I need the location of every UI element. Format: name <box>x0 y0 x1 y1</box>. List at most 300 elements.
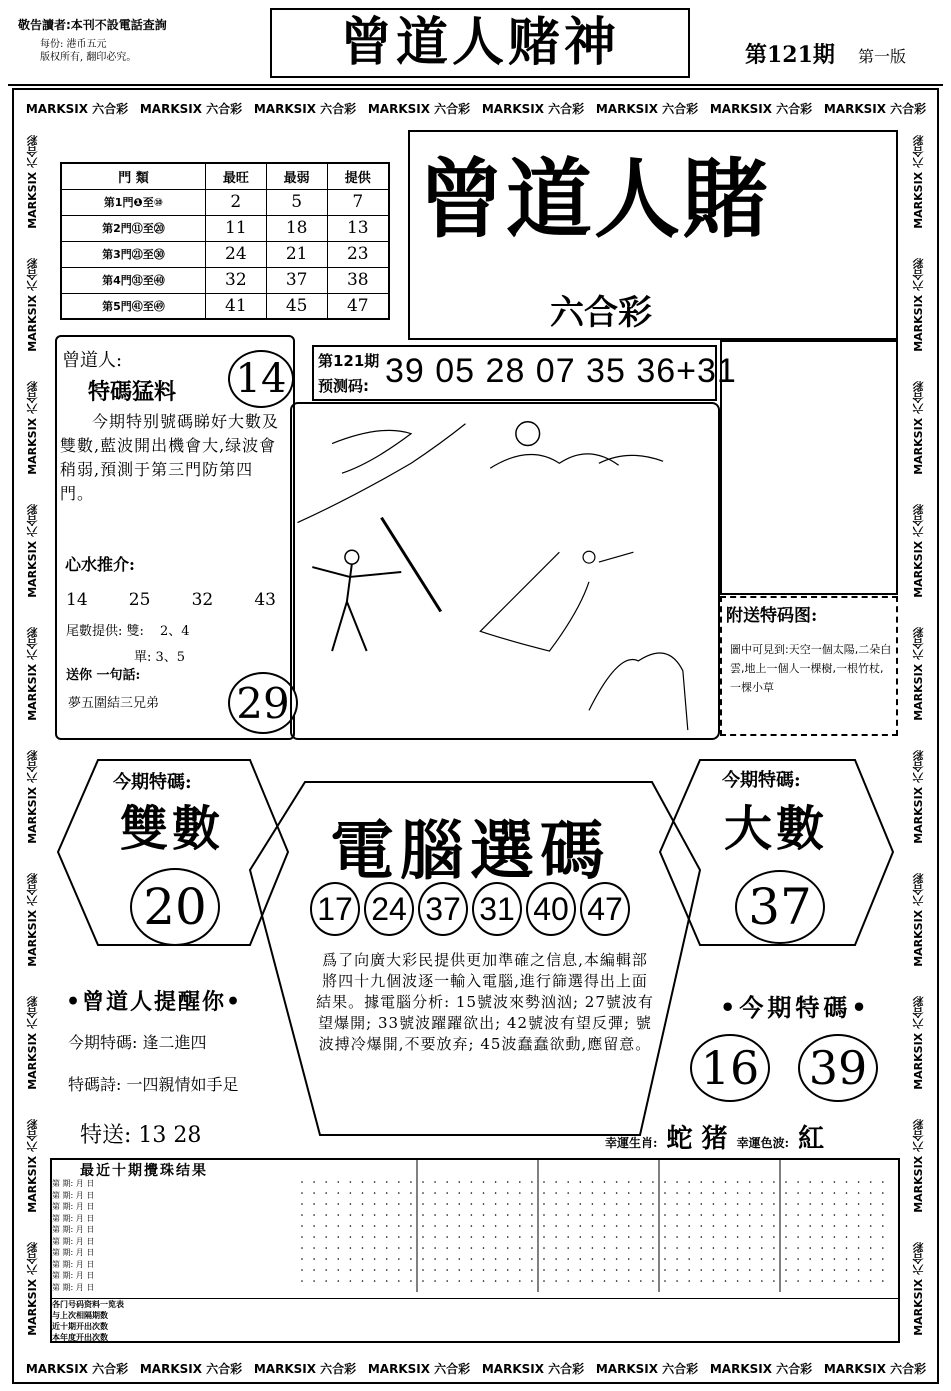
tail-odd: 單: 3、5 <box>134 650 186 665</box>
grid-dot <box>834 1181 836 1183</box>
grid-dot <box>519 1258 521 1260</box>
grid-dot <box>761 1280 763 1282</box>
grid-dot <box>749 1269 751 1271</box>
grid-dot <box>483 1203 485 1205</box>
grid-dot <box>495 1247 497 1249</box>
grid-dot <box>325 1247 327 1249</box>
grid-dot <box>858 1225 860 1227</box>
grid-dot <box>676 1258 678 1260</box>
right-special-number: 37 <box>735 870 825 944</box>
grid-dot <box>688 1269 690 1271</box>
grid-dot <box>325 1203 327 1205</box>
grid-dot <box>858 1236 860 1238</box>
grid-dot <box>737 1258 739 1260</box>
grid-dot <box>374 1203 376 1205</box>
grid-dot <box>471 1203 473 1205</box>
prediction-numbers: 39 05 28 07 35 36+31 <box>385 352 737 390</box>
grid-dot <box>822 1192 824 1194</box>
grid-dot <box>301 1247 303 1249</box>
tail-even: 2、4 <box>160 624 190 639</box>
lucky-color-label: 幸運色波: <box>736 1136 790 1150</box>
grid-dot <box>519 1214 521 1216</box>
grid-dot <box>785 1225 787 1227</box>
grid-dot <box>313 1247 315 1249</box>
grid-dot <box>398 1181 400 1183</box>
grid-dot <box>725 1225 727 1227</box>
grid-dot <box>749 1181 751 1183</box>
grid-dot <box>313 1192 315 1194</box>
grid-dot <box>616 1269 618 1271</box>
grid-dot <box>325 1236 327 1238</box>
grid-dot <box>543 1258 545 1260</box>
grid-dot <box>640 1192 642 1194</box>
grid-dot <box>737 1236 739 1238</box>
grid-dot <box>446 1247 448 1249</box>
grid-dot <box>362 1247 364 1249</box>
grid-dot <box>628 1247 630 1249</box>
tail-label: 尾數提供: 雙: <box>66 624 144 639</box>
grid-dot <box>386 1269 388 1271</box>
grid-dot <box>374 1192 376 1194</box>
grid-dot <box>580 1214 582 1216</box>
attach-title: 附送特码图: <box>726 606 818 626</box>
grid-dot <box>604 1280 606 1282</box>
grid-dot <box>519 1236 521 1238</box>
grid-dot <box>664 1203 666 1205</box>
right-special-title: •今期特碼• <box>720 993 871 1022</box>
grid-dot <box>688 1192 690 1194</box>
grid-dot <box>362 1269 364 1271</box>
footer-label: 与上次相隔期数 <box>52 1311 108 1320</box>
grid-dot <box>676 1225 678 1227</box>
grid-dot <box>664 1236 666 1238</box>
grid-dot <box>846 1214 848 1216</box>
grid-dot <box>350 1203 352 1205</box>
grid-dot <box>882 1280 884 1282</box>
pick-number: 17 <box>310 882 360 936</box>
grid-dot <box>834 1225 836 1227</box>
grid-dot <box>797 1247 799 1249</box>
grid-dot <box>338 1181 340 1183</box>
col-header-offer: 提供 <box>327 163 389 189</box>
grid-dot <box>374 1280 376 1282</box>
grid-dot <box>519 1280 521 1282</box>
top-marksix-band: MARKSIX 六合彩 MARKSIX 六合彩 MARKSIX 六合彩 MARKSIX 六合彩 MARKSIX 六合彩 MARKSIX 六合彩 MARKSIX 六合彩 MARKSIX 六合彩 <box>25 101 927 116</box>
grid-dot <box>797 1280 799 1282</box>
grid-dot <box>531 1214 533 1216</box>
grid-dot <box>446 1214 448 1216</box>
grid-dot <box>543 1247 545 1249</box>
grid-dot <box>592 1203 594 1205</box>
grid-dot <box>422 1258 424 1260</box>
grid-dot <box>555 1225 557 1227</box>
grid-dot <box>580 1247 582 1249</box>
grid-dot <box>313 1214 315 1216</box>
grid-dot <box>773 1214 775 1216</box>
grid-dot <box>398 1236 400 1238</box>
grid-dot <box>567 1214 569 1216</box>
grid-dot <box>749 1225 751 1227</box>
grid-dot <box>507 1269 509 1271</box>
grid-dot <box>410 1181 412 1183</box>
grid-dot <box>592 1181 594 1183</box>
grid-dot <box>410 1269 412 1271</box>
list-item: 第 期: 月 日 <box>52 1236 95 1246</box>
grid-dot <box>870 1203 872 1205</box>
grid-dot <box>725 1203 727 1205</box>
grid-dot <box>628 1225 630 1227</box>
grid-dot <box>567 1236 569 1238</box>
grid-dot <box>858 1181 860 1183</box>
grid-dot <box>398 1203 400 1205</box>
grid-dot <box>688 1247 690 1249</box>
grid-dot <box>846 1258 848 1260</box>
grid-dot <box>374 1225 376 1227</box>
grid-dot <box>616 1247 618 1249</box>
grid-dot <box>628 1269 630 1271</box>
grid-dot <box>374 1269 376 1271</box>
grid-dot <box>374 1247 376 1249</box>
grid-dot <box>616 1214 618 1216</box>
edition: 第一版 <box>858 47 907 66</box>
grid-dot <box>713 1225 715 1227</box>
grid-dot <box>797 1236 799 1238</box>
grid-dot <box>398 1258 400 1260</box>
grid-dot <box>374 1181 376 1183</box>
grid-dot <box>459 1247 461 1249</box>
grid-dot <box>325 1225 327 1227</box>
grid-dot <box>749 1214 751 1216</box>
grid-dot <box>761 1214 763 1216</box>
grid-dot <box>737 1203 739 1205</box>
grid-dot <box>604 1236 606 1238</box>
grid-dot <box>737 1225 739 1227</box>
grid-dot <box>882 1214 884 1216</box>
grid-dot <box>809 1280 811 1282</box>
grid-dot <box>761 1225 763 1227</box>
heart-pick-numbers: 14 25 32 43 <box>66 590 276 610</box>
col-header-door: 門 類 <box>61 163 205 189</box>
grid-dot <box>749 1280 751 1282</box>
grid-dot <box>822 1280 824 1282</box>
grid-dot <box>434 1225 436 1227</box>
reminder-line-1: 今期特碼: 逢二進四 <box>68 1033 207 1052</box>
grid-dot <box>350 1247 352 1249</box>
grid-dot <box>471 1225 473 1227</box>
grid-dot <box>701 1203 703 1205</box>
grid-dot <box>301 1258 303 1260</box>
grid-dot <box>301 1203 303 1205</box>
grid-dot <box>495 1258 497 1260</box>
grid-dot <box>325 1192 327 1194</box>
grid-dot <box>446 1192 448 1194</box>
grid-dot <box>834 1280 836 1282</box>
grid-dot <box>882 1203 884 1205</box>
grid-dot <box>773 1280 775 1282</box>
grid-dot <box>870 1258 872 1260</box>
grid-dot <box>870 1280 872 1282</box>
grid-dot <box>386 1280 388 1282</box>
grid-dot <box>434 1280 436 1282</box>
grid-dot <box>362 1280 364 1282</box>
grid-dot <box>422 1203 424 1205</box>
grid-dot <box>822 1181 824 1183</box>
grid-dot <box>446 1236 448 1238</box>
grid-dot <box>688 1225 690 1227</box>
grid-dot <box>567 1280 569 1282</box>
grid-dot <box>664 1225 666 1227</box>
grid-dot <box>725 1247 727 1249</box>
grid-dot <box>882 1192 884 1194</box>
grid-dot <box>374 1258 376 1260</box>
grid-dot <box>616 1203 618 1205</box>
grid-dot <box>846 1203 848 1205</box>
grid-dot <box>531 1258 533 1260</box>
left-marksix-band: MARKSIX 六合彩 MARKSIX 六合彩 MARKSIX 六合彩 MARKSIX 六合彩 MARKSIX 六合彩 MARKSIX 六合彩 MARKSIX 六合彩 MARKSIX 六合彩 MARKSIX 六合彩 MARKSIX 六合彩 <box>26 134 39 1336</box>
grid-dot <box>701 1269 703 1271</box>
grid-dot <box>580 1181 582 1183</box>
grid-dot <box>410 1236 412 1238</box>
grid-dot <box>325 1280 327 1282</box>
grid-dot <box>580 1225 582 1227</box>
grid-dot <box>410 1214 412 1216</box>
grid-dot <box>398 1192 400 1194</box>
table-row: 第3門㉑至㉚ 24 21 23 <box>61 241 389 267</box>
grid-dot <box>338 1280 340 1282</box>
grid-dot <box>434 1181 436 1183</box>
grid-dot <box>749 1192 751 1194</box>
grid-dot <box>422 1280 424 1282</box>
grid-dot <box>362 1225 364 1227</box>
grid-dot <box>604 1203 606 1205</box>
grid-dot <box>713 1214 715 1216</box>
grid-dot <box>785 1280 787 1282</box>
footer-label: 近十期开出次数 <box>52 1322 108 1331</box>
grid-dot <box>616 1258 618 1260</box>
grid-dot <box>386 1236 388 1238</box>
grid-dot <box>313 1203 315 1205</box>
grid-dot <box>313 1280 315 1282</box>
grid-dot <box>822 1247 824 1249</box>
grid-dot <box>422 1236 424 1238</box>
grid-dot <box>773 1236 775 1238</box>
table-row: 第1門❶至⑩ 2 5 7 <box>61 189 389 215</box>
price: 每份: 港币五元 <box>40 39 107 50</box>
grid-dot <box>471 1192 473 1194</box>
grid-dot <box>434 1192 436 1194</box>
grid-dot <box>519 1225 521 1227</box>
grid-dot <box>567 1225 569 1227</box>
grid-dot <box>410 1203 412 1205</box>
grid-dot <box>386 1247 388 1249</box>
grid-dot <box>676 1203 678 1205</box>
notice: 敬告讀者:本刊不設電話查詢 <box>18 18 167 32</box>
grid-dot <box>507 1214 509 1216</box>
grid-dot <box>870 1247 872 1249</box>
grid-dot <box>737 1247 739 1249</box>
grid-dot <box>640 1214 642 1216</box>
grid-dot <box>434 1236 436 1238</box>
grid-dot <box>422 1181 424 1183</box>
footer-label: 本年度开出次数 <box>52 1333 108 1342</box>
grid-dot <box>471 1236 473 1238</box>
grid-dot <box>882 1225 884 1227</box>
grid-dot <box>592 1258 594 1260</box>
grid-dot <box>580 1269 582 1271</box>
grid-dot <box>519 1203 521 1205</box>
copyright: 版权所有, 翻印必究。 <box>40 52 137 63</box>
list-item: 第 期: 月 日 <box>52 1202 95 1211</box>
grid-dot <box>664 1181 666 1183</box>
grid-dot <box>664 1214 666 1216</box>
grid-dot <box>519 1181 521 1183</box>
grid-dot <box>725 1269 727 1271</box>
list-item: 第 期: 月 日 <box>52 1259 95 1269</box>
grid-dot <box>785 1236 787 1238</box>
list-item: 第 期: 月 日 <box>52 1271 95 1280</box>
grid-dot <box>725 1214 727 1216</box>
pick-number: 40 <box>526 882 576 936</box>
grid-dot <box>809 1247 811 1249</box>
logo-title: 曾道人賭 <box>418 149 770 250</box>
tip-body: 今期特别號碼睇好大數及雙數,藍波開出機會大,绿波會稍弱,預測于第三門防第四門。 <box>60 412 280 503</box>
grid-dot <box>459 1203 461 1205</box>
pick-number: 24 <box>364 882 414 936</box>
grid-dot <box>398 1214 400 1216</box>
grid-dot <box>350 1280 352 1282</box>
grid-dot <box>846 1280 848 1282</box>
results-footer <box>52 1298 898 1342</box>
left-special-label: 今期特碼: <box>113 772 192 793</box>
grid-dot <box>459 1225 461 1227</box>
grid-dot <box>664 1258 666 1260</box>
grid-dot <box>640 1181 642 1183</box>
grid-dot <box>338 1192 340 1194</box>
grid-dot <box>652 1236 654 1238</box>
grid-dot <box>676 1214 678 1216</box>
grid-dot <box>434 1258 436 1260</box>
grid-dot <box>531 1236 533 1238</box>
grid-dot <box>422 1225 424 1227</box>
grid-dot <box>834 1258 836 1260</box>
grid-dot <box>785 1258 787 1260</box>
grid-dot <box>592 1192 594 1194</box>
grid-dot <box>809 1192 811 1194</box>
table-row: 第5門㊶至㊾ 41 45 47 <box>61 293 389 319</box>
grid-dot <box>483 1192 485 1194</box>
grid-dot <box>422 1247 424 1249</box>
grid-dot <box>422 1269 424 1271</box>
grid-dot <box>640 1269 642 1271</box>
grid-dot <box>640 1280 642 1282</box>
grid-dot <box>773 1258 775 1260</box>
grid-dot <box>664 1247 666 1249</box>
grid-dot <box>580 1203 582 1205</box>
grid-dot <box>495 1214 497 1216</box>
list-item: 第 期: 月 日 <box>52 1248 95 1257</box>
grid-dot <box>604 1225 606 1227</box>
computer-pick-title: 電腦選碼 <box>330 814 610 889</box>
computer-analysis: 爲了向廣大彩民提供更加準確之信息,本編輯部將四十九個波逐一輸入電腦,進行篩選得出上面結果。據電腦分析: 15號波來勢汹汹; 27號波有望爆開; 33號波躍躍欲出; 42號波有望反彈; 號波搏冷爆開,不要放弃; 45波蠢蠢欲動,應留意。 <box>316 951 654 1053</box>
grid-dot <box>507 1236 509 1238</box>
phrase-label: 送你 一句話: <box>66 668 141 683</box>
grid-dot <box>688 1203 690 1205</box>
grid-dot <box>374 1236 376 1238</box>
grid-dot <box>446 1269 448 1271</box>
grid-dot <box>749 1236 751 1238</box>
grid-dot <box>773 1181 775 1183</box>
tip-number-circle-top: 14 <box>228 350 294 408</box>
results-dot-grid <box>296 1160 898 1292</box>
grid-dot <box>313 1269 315 1271</box>
grid-dot <box>398 1225 400 1227</box>
grid-dot <box>809 1258 811 1260</box>
grid-dot <box>301 1192 303 1194</box>
bottom-marksix-band: MARKSIX 六合彩 MARKSIX 六合彩 MARKSIX 六合彩 MARKSIX 六合彩 MARKSIX 六合彩 MARKSIX 六合彩 MARKSIX 六合彩 MARKSIX 六合彩 <box>25 1361 927 1376</box>
grid-dot <box>713 1247 715 1249</box>
grid-dot <box>701 1247 703 1249</box>
grid-dot <box>797 1225 799 1227</box>
grid-dot <box>737 1269 739 1271</box>
grid-dot <box>362 1192 364 1194</box>
grid-dot <box>507 1192 509 1194</box>
tip-title: 特碼猛料 <box>88 379 177 405</box>
grid-dot <box>858 1280 860 1282</box>
grid-dot <box>749 1247 751 1249</box>
grid-dot <box>459 1269 461 1271</box>
grid-dot <box>325 1258 327 1260</box>
grid-dot <box>737 1181 739 1183</box>
list-item: 第 期: 月 日 <box>52 1225 95 1234</box>
grid-dot <box>301 1214 303 1216</box>
grid-dot <box>809 1225 811 1227</box>
grid-dot <box>386 1225 388 1227</box>
grid-dot <box>483 1181 485 1183</box>
grid-dot <box>471 1214 473 1216</box>
left-special-text: 雙數 <box>120 801 225 857</box>
grid-dot <box>676 1181 678 1183</box>
grid-dot <box>592 1280 594 1282</box>
grid-dot <box>325 1181 327 1183</box>
grid-dot <box>701 1192 703 1194</box>
grid-dot <box>471 1181 473 1183</box>
grid-dot <box>471 1258 473 1260</box>
grid-dot <box>338 1247 340 1249</box>
prediction-label: 预测码: <box>318 377 369 395</box>
col-header-hot: 最旺 <box>205 163 266 189</box>
grid-dot <box>362 1236 364 1238</box>
grid-dot <box>410 1192 412 1194</box>
grid-dot <box>604 1258 606 1260</box>
grid-dot <box>471 1269 473 1271</box>
grid-dot <box>846 1181 848 1183</box>
grid-dot <box>471 1247 473 1249</box>
grid-dot <box>386 1214 388 1216</box>
grid-dot <box>531 1247 533 1249</box>
grid-dot <box>713 1181 715 1183</box>
grid-dot <box>325 1269 327 1271</box>
grid-dot <box>628 1280 630 1282</box>
grid-dot <box>398 1269 400 1271</box>
grid-dot <box>652 1192 654 1194</box>
grid-dot <box>616 1225 618 1227</box>
grid-dot <box>531 1181 533 1183</box>
list-item: 第 期: 月 日 <box>52 1282 95 1292</box>
grid-dot <box>507 1247 509 1249</box>
grid-dot <box>555 1236 557 1238</box>
grid-dot <box>362 1214 364 1216</box>
grid-dot <box>797 1181 799 1183</box>
